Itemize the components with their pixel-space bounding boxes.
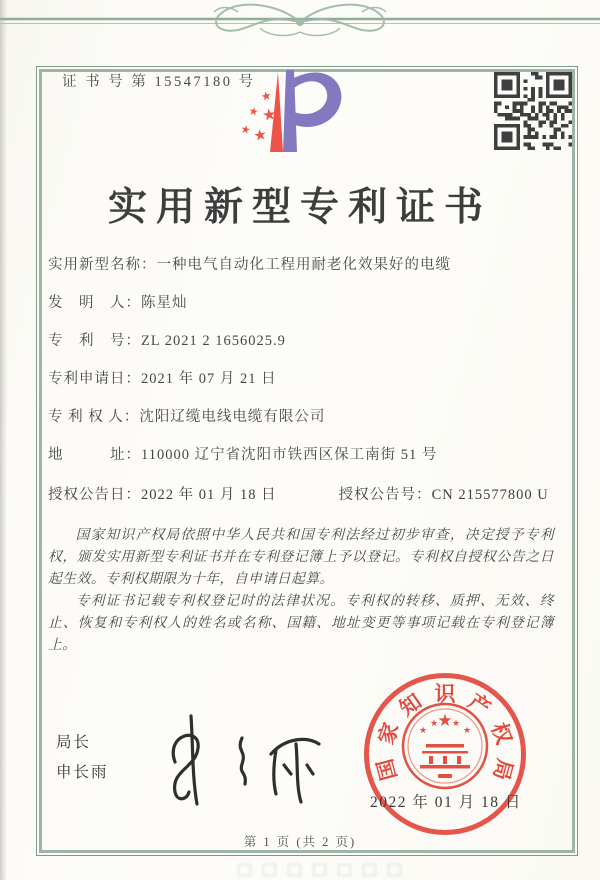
seal-date: 2022 年 01 月 18 日 <box>370 794 522 811</box>
seal-char: 识 <box>434 683 456 706</box>
grant-no-value: CN 215577800 U <box>431 487 549 503</box>
field-row-inventor <box>48 292 556 330</box>
cnipa-logo-icon <box>233 60 351 162</box>
signer-title: 局长 <box>56 734 92 751</box>
certificate-number: 证 书 号 第 15547180 号 <box>62 74 256 90</box>
field-label: 地 址： <box>48 447 141 463</box>
grant-date-value: 2022 年 01 月 18 日 <box>141 487 277 503</box>
svg-text:★: ★ <box>418 726 428 736</box>
grant-date-label: 授权公告日： <box>48 487 141 503</box>
signer-name: 申长雨 <box>56 764 109 781</box>
seal-char: 知 <box>395 689 427 721</box>
svg-text:★: ★ <box>437 711 453 731</box>
qr-code <box>494 72 572 150</box>
svg-text:★: ★ <box>451 719 461 729</box>
national-emblem-icon <box>399 700 491 792</box>
signature-handwriting <box>145 710 330 810</box>
legal-paragraph-1: 国家知识产权局依照中华人民共和国专利法经过初步审查，决定授予专利权，颁发实用新型专利证书并在专利登记簿上予以登记。专利权自授权公告之日起生效。专利权期限为十年，自申请日起算。 <box>48 527 554 586</box>
seal-char: 产 <box>463 689 495 721</box>
seal-char: 局 <box>488 756 517 783</box>
svg-text:★: ★ <box>260 104 278 125</box>
field-label: 实用新型名称： <box>48 257 157 273</box>
ghost-next-page-marks <box>238 864 428 876</box>
legal-paragraph-2: 专利证书记载专利权登记时的法律状况。专利权的转移、质押、无效、终止、恢复和专利权人的姓名或名称、国籍、地址变更等事项记载在专利登记簿上。 <box>48 593 554 652</box>
seal-char: 家 <box>374 719 404 748</box>
field-value: 沈阳辽缆电线电缆有限公司 <box>139 409 326 425</box>
field-label: 专利申请日： <box>48 371 141 387</box>
field-label: 发 明 人： <box>48 295 141 311</box>
svg-text:★: ★ <box>239 122 252 137</box>
certificate-title: 实用新型专利证书 <box>107 186 492 229</box>
field-row-address <box>48 444 556 482</box>
field-row-patentee <box>48 406 556 444</box>
field-value: 110000 辽宁省沈阳市铁西区保工南街 51 号 <box>141 447 438 463</box>
field-label: 专 利 号： <box>48 333 141 349</box>
signer-block <box>56 728 109 788</box>
svg-text:★: ★ <box>429 719 439 729</box>
legal-text <box>48 524 554 656</box>
svg-text:★: ★ <box>247 104 260 119</box>
grant-no-label: 授权公告号： <box>338 487 432 503</box>
svg-text:★: ★ <box>259 88 273 105</box>
grant-no-cell <box>339 484 549 506</box>
field-value: ZL 2021 2 1656025.9 <box>141 333 286 349</box>
field-row-filing-date <box>48 368 556 406</box>
grant-date-cell <box>48 484 277 506</box>
field-value: 2021 年 07 月 21 日 <box>141 371 277 387</box>
field-list <box>48 254 556 482</box>
field-row-name <box>48 254 556 292</box>
seal-char: 权 <box>486 719 516 748</box>
page-number: 第 1 页 (共 2 页) <box>243 835 357 849</box>
field-row-patent-no <box>48 330 556 368</box>
svg-text:★: ★ <box>462 726 472 736</box>
top-border-ornament <box>0 0 600 42</box>
svg-text:★: ★ <box>251 125 269 146</box>
field-label: 专 利 权 人： <box>48 409 140 425</box>
field-value: 陈星灿 <box>141 295 188 311</box>
seal-char: 国 <box>373 756 402 783</box>
grant-row <box>48 484 556 506</box>
field-value: 一种电气自动化工程用耐老化效果好的电缆 <box>156 257 451 273</box>
